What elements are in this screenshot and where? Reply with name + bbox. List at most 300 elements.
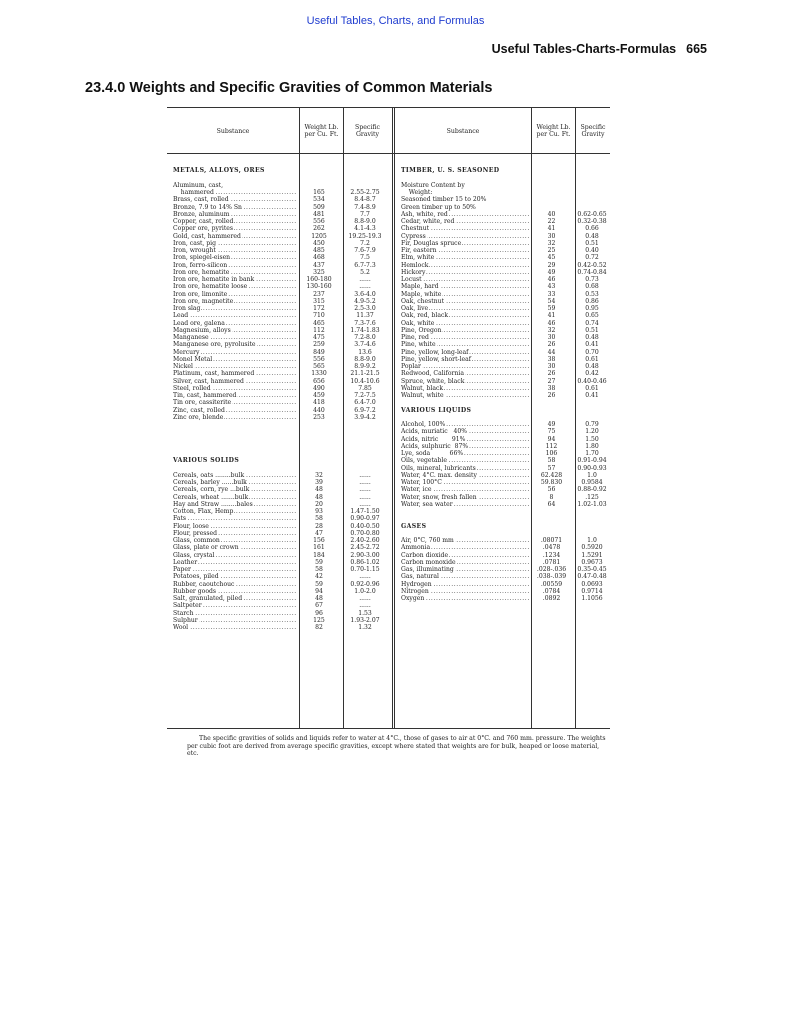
gravity-cell: 0.73 — [585, 276, 599, 283]
table-row — [173, 501, 389, 508]
gravity-cell: 0.48 — [585, 334, 599, 341]
substance-cell — [173, 283, 297, 290]
table-row — [173, 356, 389, 363]
substance-name: Hickory — [401, 268, 426, 276]
table-row — [401, 385, 610, 392]
header-substance-right: Substance — [446, 127, 480, 135]
gravity-cell: 8.4-8.7 — [354, 196, 376, 204]
substance-name: Chestnut — [401, 225, 430, 233]
substance-name: Walnut, black — [401, 384, 444, 392]
weight-cell: 94 — [547, 435, 556, 443]
weight-cell: 465 — [313, 319, 325, 327]
weight-cell: 59 — [315, 580, 323, 588]
weight-cell: 39 — [315, 479, 323, 486]
substance-cell — [401, 240, 529, 247]
gravity-cell: ...... — [359, 276, 371, 283]
substance-name: Cereals, corn, rye ...bulk — [173, 486, 250, 494]
table-row — [401, 465, 610, 472]
weight-cell: 1205 — [311, 232, 327, 240]
gravity-cell: 4.9-5.2 — [354, 297, 376, 305]
table-row — [173, 486, 389, 493]
table-row — [401, 356, 610, 363]
substance-name: Tin, cast, hammered — [173, 392, 237, 399]
substance-name: Iron, spiegel-eisen — [173, 254, 231, 262]
table-row — [401, 254, 610, 261]
gravity-cell: ...... — [359, 602, 371, 610]
substance-name: Starch — [173, 609, 194, 617]
substance-name: Sulphur — [173, 616, 198, 624]
substance-name: Gold, cast, hammered — [173, 232, 241, 240]
table-row — [173, 392, 389, 399]
substance-name: Hydrogen — [401, 580, 432, 588]
substance-cell — [173, 211, 297, 218]
weight-cell: 172 — [313, 305, 325, 312]
substance-cell — [401, 457, 529, 464]
substance-cell — [173, 501, 297, 508]
substance-name: Lye, soda 66% — [401, 450, 464, 457]
substance-name: Nitrogen — [401, 587, 429, 595]
substance-name: Manganese ore, pyrolusite — [173, 341, 256, 349]
substance-name: Poplar — [401, 363, 421, 370]
substance-name: Saltpeter — [173, 602, 202, 610]
gravity-cell: ...... — [359, 471, 371, 479]
gravity-cell: 0.90-0.97 — [350, 515, 380, 523]
table-row — [173, 204, 389, 211]
substance-cell — [173, 218, 297, 225]
substance-name: Fir, Douglas spruce — [401, 239, 462, 247]
category-label: METALS, ALLOYS, ORES — [173, 167, 265, 175]
gravity-cell: 5.2 — [360, 268, 370, 276]
weight-cell: 468 — [313, 254, 325, 262]
substance-name: Brass, cast, rolled — [173, 196, 229, 204]
weight-cell: 459 — [313, 392, 325, 399]
gravity-cell: ...... — [359, 486, 371, 494]
substance-name: Air, 0°C, 760 mm — [401, 537, 454, 544]
gravity-cell: 0.91-0.94 — [577, 457, 607, 465]
weight-cell: 161 — [313, 544, 325, 552]
table-row — [401, 233, 610, 240]
note-text: Weight: — [401, 189, 433, 196]
table-row — [173, 610, 389, 617]
substance-name: Redwood, California — [401, 370, 464, 378]
substance-name: Silver, cast, hammered — [173, 377, 244, 385]
table-row — [173, 254, 389, 261]
table-row — [401, 327, 610, 334]
weight-cell: 48 — [315, 595, 323, 602]
substance-cell — [401, 588, 529, 595]
table-row — [401, 421, 610, 428]
weight-cell: 38 — [547, 355, 556, 363]
table-row — [173, 320, 389, 327]
weight-cell: 710 — [313, 312, 325, 320]
table-row — [401, 581, 610, 588]
weight-cell: .0478 — [542, 544, 561, 552]
gravity-cell: 0.61 — [585, 384, 599, 392]
substance-cell — [401, 544, 529, 551]
weight-cell: 509 — [313, 203, 325, 211]
header-gravity-left: Specific Gravity — [355, 124, 380, 138]
table-row — [401, 363, 610, 370]
table-row — [173, 602, 389, 609]
gravity-cell: 1.1056 — [581, 595, 603, 602]
table-row — [401, 211, 610, 218]
table-row — [401, 566, 610, 573]
substance-cell — [173, 305, 297, 312]
substance-name: Bronze, 7.9 to 14% Sn — [173, 203, 242, 211]
table-row — [173, 240, 389, 247]
substance-name: Maple, hard — [401, 283, 439, 291]
table-row — [401, 595, 610, 602]
gravity-cell: 0.90-0.93 — [577, 464, 607, 472]
table-row — [173, 479, 389, 486]
substance-name: Oak, chestnut — [401, 297, 445, 305]
table-row — [173, 617, 389, 624]
substance-cell — [173, 247, 297, 254]
weight-cell: 58 — [315, 515, 323, 523]
gravity-cell: 1.53 — [358, 609, 372, 617]
substance-name: Zinc, cast, rolled — [173, 406, 225, 414]
substance-cell — [173, 414, 297, 421]
table-row — [401, 457, 610, 464]
substance-name: Rubber, caoutchouc — [173, 580, 235, 588]
gravity-cell: 0.42 — [585, 370, 599, 378]
substance-name: Hay and Straw ........bales — [173, 500, 253, 508]
gravity-cell: 0.42-0.52 — [577, 261, 607, 269]
substance-name: Pine, Oregon — [401, 326, 442, 334]
substance-name: Oak, red, black — [401, 312, 449, 320]
gravity-cell: 0.79 — [585, 421, 599, 428]
note-row — [173, 182, 389, 189]
weight-cell: 27 — [547, 377, 556, 385]
weight-cell: 112 — [313, 326, 325, 334]
gravity-cell: 1.02-1.03 — [577, 500, 607, 508]
table-row — [173, 262, 389, 269]
substance-cell — [173, 254, 297, 261]
substance-cell — [173, 472, 297, 479]
table-row — [173, 341, 389, 348]
gravity-cell: 0.86 — [585, 297, 599, 305]
page-number: 665 — [686, 42, 707, 56]
substance-name: Paper — [173, 566, 191, 573]
weight-cell: 262 — [313, 225, 325, 233]
substance-cell — [401, 421, 529, 428]
substance-cell — [173, 269, 297, 276]
weight-cell: .0892 — [542, 595, 561, 602]
gravity-cell: 0.41 — [585, 341, 599, 349]
table-row — [173, 559, 389, 566]
spacer-row — [401, 508, 610, 515]
weight-cell: 849 — [313, 348, 325, 356]
substance-cell — [173, 479, 297, 486]
substance-name: Salt, granulated, piled — [173, 595, 243, 602]
table-row — [401, 349, 610, 356]
note-text: Green timber up to 50% — [401, 203, 476, 211]
substance-cell — [401, 465, 529, 472]
table-row — [173, 363, 389, 370]
table-row — [173, 573, 389, 580]
weight-cell: .028-.036 — [536, 566, 567, 573]
table-row — [173, 283, 389, 290]
gravity-cell: 0.65 — [585, 312, 599, 320]
substance-cell — [401, 486, 529, 493]
table-row — [173, 276, 389, 283]
table-row — [401, 262, 610, 269]
substance-name: Wool — [173, 624, 189, 631]
table-row — [401, 486, 610, 493]
weight-cell: 26 — [547, 341, 556, 349]
substance-cell — [173, 189, 297, 196]
table-footnote: The specific gravities of solids and liquids refer to water at 4°C., those of gases to air at 0°C. and 760 mm. pressure. The weights per cubic foot are derived from average specific gravities, except where stated that weights are for bulk, heaped or loose material, etc. — [187, 735, 606, 758]
substance-name: Cereals, barley ......bulk — [173, 479, 247, 486]
substance-cell — [173, 291, 297, 298]
substance-name: Oxygen — [401, 595, 425, 602]
table-row — [401, 218, 610, 225]
spacer-row — [401, 530, 610, 537]
substance-name: Ammonia — [401, 544, 431, 552]
table-row — [173, 211, 389, 218]
gravity-cell: 0.68 — [585, 283, 599, 291]
substance-name: Iron ore, hematite in bank — [173, 276, 255, 283]
substance-cell — [173, 617, 297, 624]
substance-cell — [173, 537, 297, 544]
substance-name: Manganese — [173, 334, 209, 341]
weight-cell: 32 — [547, 239, 556, 247]
gravity-cell: 8.8-9.0 — [354, 355, 376, 363]
weight-cell: 33 — [547, 290, 556, 298]
gravity-cell: 1.74-1.83 — [350, 326, 380, 334]
substance-cell — [173, 515, 297, 522]
gravity-cell: 0.9584 — [581, 479, 603, 486]
substance-name: Elm, white — [401, 254, 435, 262]
gravity-cell: 7.2-8.0 — [354, 334, 376, 341]
substance-cell — [401, 305, 529, 312]
substance-name: Iron ore, limonite — [173, 290, 228, 298]
note-text: Aluminum, cast, — [173, 181, 224, 189]
weight-cell: .0784 — [542, 587, 561, 595]
gravity-cell: 0.0693 — [581, 580, 603, 588]
substance-name: Mercury — [173, 348, 200, 356]
gravity-cell: 1.47-1.50 — [350, 508, 380, 515]
weight-cell: 75 — [547, 428, 556, 436]
substance-name: Iron, cast, pig — [173, 239, 217, 247]
substance-name: Pine, yellow, short-leaf — [401, 355, 472, 363]
substance-cell — [401, 298, 529, 305]
weight-cell: 481 — [313, 210, 325, 218]
table-row — [401, 378, 610, 385]
gravity-cell: 0.48 — [585, 232, 599, 240]
gravity-cell: 6.4-7.0 — [354, 399, 376, 407]
table-row — [401, 312, 610, 319]
substance-cell — [401, 262, 529, 269]
substance-cell — [173, 523, 297, 530]
weight-cell: 62.428 — [540, 471, 563, 479]
substance-cell — [173, 595, 297, 602]
substance-name: Lead ore, galena — [173, 319, 225, 327]
table-row — [401, 436, 610, 443]
table-row — [401, 283, 610, 290]
substance-cell — [401, 392, 529, 399]
gravity-cell: 0.95 — [585, 305, 599, 312]
gravity-cell: 0.51 — [585, 239, 599, 247]
weight-cell: 259 — [313, 341, 325, 349]
weight-cell: 165 — [313, 189, 325, 196]
substance-cell — [173, 341, 297, 348]
table-row — [401, 428, 610, 435]
substance-cell — [401, 269, 529, 276]
gravity-cell: 7.5 — [360, 254, 370, 262]
substance-name: Carbon dioxide — [401, 551, 449, 559]
substance-cell — [173, 392, 297, 399]
substance-name: Flour, loose — [173, 522, 209, 530]
weight-cell: 54 — [547, 297, 556, 305]
table-row — [173, 494, 389, 501]
weight-cell: .0781 — [542, 558, 561, 566]
gravity-cell: 0.74 — [585, 319, 599, 327]
substance-name: Oils, vegetable — [401, 457, 447, 465]
gravity-cell: 7.4-8.9 — [354, 203, 376, 211]
gravity-cell: 6.9-7.2 — [354, 406, 376, 414]
table-row — [173, 312, 389, 319]
weight-cell: 30 — [547, 363, 556, 370]
substance-cell — [401, 320, 529, 327]
right-column-rows — [401, 160, 610, 602]
gravity-cell: 1.32 — [358, 624, 372, 631]
weight-cell: 96 — [315, 609, 323, 617]
substance-name: Iron ore, hematite loose — [173, 283, 248, 291]
gravity-cell: 19.25-19.3 — [348, 232, 382, 240]
gravity-cell: ...... — [359, 595, 371, 602]
substance-cell — [173, 573, 297, 580]
weight-cell: 25 — [547, 247, 556, 254]
substance-cell — [173, 385, 297, 392]
substance-cell — [401, 370, 529, 377]
table-row — [401, 479, 610, 486]
spacer-row — [173, 421, 389, 428]
substance-cell — [401, 276, 529, 283]
substance-name: hammered — [173, 189, 214, 196]
substance-name: Gas, natural — [401, 573, 439, 581]
table-row — [401, 298, 610, 305]
substance-cell — [173, 407, 297, 414]
gravity-cell: 8.9-9.2 — [354, 363, 376, 370]
weight-cell: 26 — [547, 370, 556, 378]
gravity-cell: 7.2-7.5 — [354, 392, 376, 399]
category-heading — [401, 167, 610, 174]
substance-name: Copper, cast, rolled — [173, 218, 234, 225]
note-text: Seasoned timber 15 to 20% — [401, 196, 487, 204]
weight-cell: .038-.039 — [536, 573, 567, 581]
gravity-cell: 0.61 — [585, 355, 599, 363]
table-row — [173, 537, 389, 544]
weight-cell: 1330 — [311, 370, 327, 378]
substance-name: Iron ore, hematite — [173, 268, 230, 276]
table-row — [401, 494, 610, 501]
weight-cell: 237 — [313, 290, 325, 298]
weight-cell: 556 — [313, 355, 325, 363]
weight-cell: 556 — [313, 218, 325, 225]
gravity-cell: 0.66 — [585, 225, 599, 233]
weight-cell: 112 — [545, 442, 558, 450]
table-row — [401, 392, 610, 399]
substance-cell — [173, 610, 297, 617]
weight-cell: 49 — [547, 421, 556, 428]
gravity-cell: 13.6 — [358, 348, 372, 356]
substance-name: Cotton, Flax, Hemp — [173, 508, 234, 515]
spacer-row — [173, 443, 389, 450]
substance-cell — [401, 254, 529, 261]
substance-name: Ash, white, red — [401, 210, 448, 218]
substance-cell — [173, 581, 297, 588]
table-row — [401, 247, 610, 254]
substance-cell — [401, 334, 529, 341]
category-heading — [401, 407, 610, 414]
weight-cell: 253 — [313, 413, 325, 421]
substance-cell — [173, 588, 297, 595]
spacer-row — [173, 436, 389, 443]
substance-name: Glass, crystal — [173, 551, 215, 559]
substance-name: Leather — [173, 558, 198, 566]
weight-cell: 59 — [547, 305, 556, 312]
gravity-cell: 0.86-1.02 — [350, 558, 380, 566]
weight-cell: 94 — [315, 587, 323, 595]
weight-cell: 49 — [547, 268, 556, 276]
table-row — [173, 472, 389, 479]
table-row — [401, 240, 610, 247]
gravity-cell: 0.62-0.65 — [577, 210, 607, 218]
substance-name: Tin ore, cassiterite — [173, 399, 232, 407]
gravity-cell: 6.7-7.3 — [354, 261, 376, 269]
substance-cell — [173, 559, 297, 566]
weight-cell: 450 — [313, 239, 325, 247]
table-row — [401, 552, 610, 559]
column-rule — [392, 108, 395, 728]
substance-name: Fats — [173, 515, 187, 523]
note-row — [401, 196, 610, 203]
substance-name: Spruce, white, black — [401, 377, 465, 385]
substance-cell — [401, 283, 529, 290]
table-row — [173, 624, 389, 631]
gravity-cell: 1.0-2.0 — [354, 587, 376, 595]
gravity-cell: ...... — [359, 500, 371, 508]
table-row — [401, 588, 610, 595]
weight-cell: 93 — [315, 508, 323, 515]
materials-table — [167, 107, 610, 729]
gravity-cell: 2.5-3.0 — [354, 305, 376, 312]
header-substance-left: Substance — [216, 127, 250, 135]
gravity-cell: .125 — [585, 493, 599, 501]
substance-name: Oils, mineral, lubricants — [401, 464, 476, 472]
gravity-cell: 0.9714 — [581, 587, 603, 595]
substance-name: Iron, wrought — [173, 247, 216, 254]
weight-cell: 58 — [547, 457, 556, 465]
category-heading — [173, 167, 389, 174]
category-label: VARIOUS LIQUIDS — [401, 406, 472, 414]
weight-cell: 184 — [313, 551, 325, 559]
book-title-link[interactable]: Useful Tables, Charts, and Formulas — [306, 15, 485, 27]
weight-cell: 40 — [547, 210, 556, 218]
table-row — [173, 588, 389, 595]
substance-name: Acids, sulphuric 87% — [401, 442, 469, 450]
substance-cell — [401, 378, 529, 385]
weight-cell: 490 — [313, 384, 325, 392]
table-row — [401, 501, 610, 508]
gravity-cell: 0.35-0.45 — [577, 566, 607, 573]
substance-name: Carbon monoxide — [401, 558, 456, 566]
substance-cell — [401, 363, 529, 370]
gravity-cell: 1.93-2.07 — [350, 616, 380, 624]
substance-cell — [401, 566, 529, 573]
substance-name: Maple, white — [401, 290, 442, 298]
